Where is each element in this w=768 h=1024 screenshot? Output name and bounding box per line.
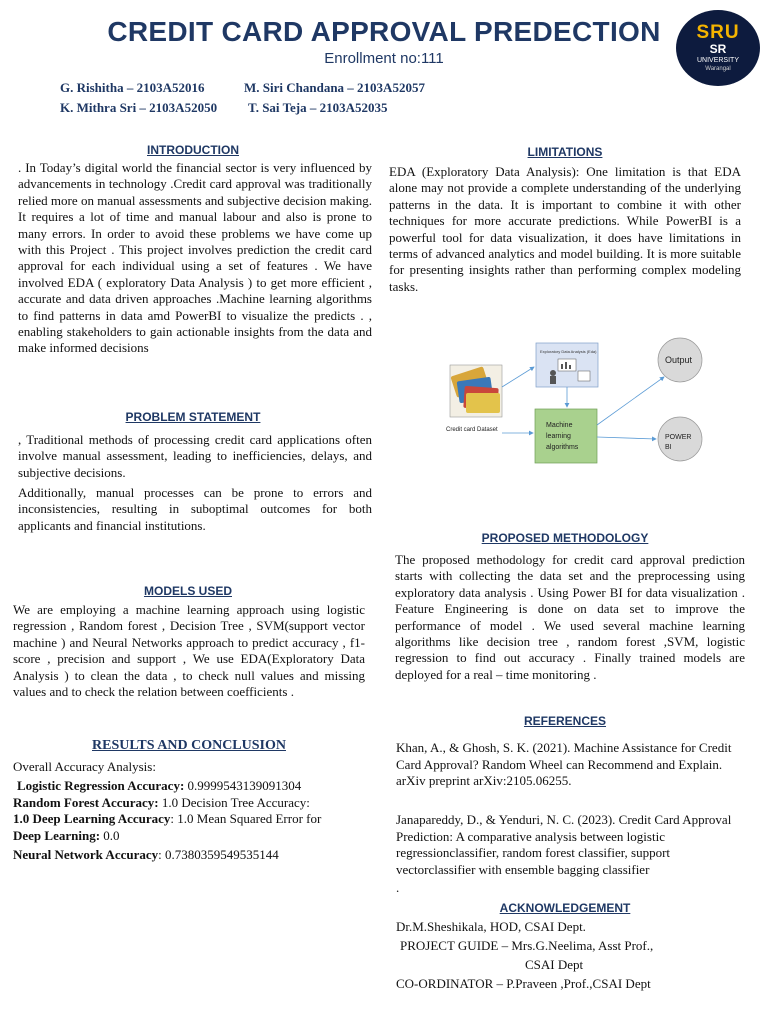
author-2: M. Siri Chandana – 2103A52057 xyxy=(244,80,425,95)
powerbi-label-line-2: BI xyxy=(665,444,672,451)
result-nn-label: Neural Network Accuracy xyxy=(13,847,159,862)
output-label: Output xyxy=(665,355,693,365)
methodology-text: The proposed methodology for credit card approval prediction starts with collecting the data set and the preprocessing using exploratory data analysis . Using Power BI for data visualization . Feature Engineering is done on data set to improve the performance of model . We used several machine learning algorithms like decision tree , random forest ,SVM, logistic regression to find out accuracy . Finally trained models are deployed for a real – time monitoring . xyxy=(395,552,745,682)
methodology-flow-diagram xyxy=(440,335,710,470)
ml-label-line-1: Machine xyxy=(546,422,573,429)
ml-label-line-2: learning xyxy=(546,433,571,440)
problem-statement-heading: PROBLEM STATEMENT xyxy=(125,410,261,424)
author-3: K. Mithra Sri – 2103A52050 xyxy=(60,100,218,115)
results-intro: Overall Accuracy Analysis: xyxy=(13,759,156,774)
limitations-text: EDA (Exploratory Data Analysis): One limitation is that EDA alone may not provide a complete understanding of the underlying patterns in the data. It is important to combine it with other techniques for more accurate predictions. While PowerBI is a powerful tool for data visualization, it does have limitations in terms of advanced analytics and model building. It is more suitable for presenting insights rather than performing complex modeling tasks. xyxy=(389,164,741,294)
logo-mark: SRU xyxy=(696,22,740,43)
result-logistic-regression xyxy=(17,778,301,795)
problem-statement-para-2: Additionally, manual processes can be prone to errors and inconsistencies, resulting in suboptimal outcomes for both applicants and financial institutions. xyxy=(18,485,372,533)
introduction-text: . In Today’s digital world the financial sector is very influenced by advancements in technology .Credit card approval was traditionally relied more on manual assessments and subjective decision making. It requires a lot of time and manual labour and also is prone to many errors. In order to avoid these problems we have come up with this Project . This project involves prediction the credit card approval for each individual using a set of features . We have involved EDA ( exploratory Data Analysis ) to get more efficient , accurate and data driven approaches .Machine learning algorithms to find patterns in data amd PowerBI to visualize the predicts . , enabling stakeholders to gain actionable insights from the data and make informed decisions xyxy=(18,160,372,356)
reference-1: Khan, A., & Ghosh, S. K. (2021). Machine Assistance for Credit Card Approval? Random Wheel can Recommend and Explain. arXiv preprint arXiv:2105.06255. xyxy=(396,740,732,788)
result-lr-label: Logistic Regression Accuracy: xyxy=(17,778,185,793)
enrollment-number: Enrollment no:111 xyxy=(324,50,444,67)
models-used-text: We are employing a machine learning approach using logistic regression , Random forest , Decision Tree , SVM(support vector machine ) and Neural Networks approach to predict accuracy , f1-score , precision and support , We use EDA(Exploratory Data Analysis ) to clean the data , to check null values and missing values and to check the relation between coefficients . xyxy=(13,602,365,700)
university-logo xyxy=(676,10,760,86)
models-used-heading: MODELS USED xyxy=(143,584,232,598)
references-heading: REFERENCES xyxy=(523,714,606,728)
logo-subtitle: UNIVERSITY xyxy=(696,57,739,64)
result-nn-value: : 0.7380359549535144 xyxy=(158,847,279,862)
logo-name: SR xyxy=(709,42,727,56)
result-random-forest xyxy=(13,795,310,812)
result-rf-label: Random Forest Accuracy: xyxy=(13,795,159,810)
reference-2-end: . xyxy=(396,880,400,895)
poster-title: CREDIT CARD APPROVAL PREDECTION xyxy=(107,16,661,47)
result-dl-value: : 1.0 Mean Squared Error for xyxy=(170,811,322,826)
problem-statement-para-1: , Traditional methods of processing credit card applications often involve manual assessment, leading to inefficiencies, delays, and subjective decisions. xyxy=(18,432,372,480)
acknowledgement-heading: ACKNOWLEDGEMENT xyxy=(499,901,631,915)
acknowledgement-guide: PROJECT GUIDE – Mrs.G.Neelima, Asst Prof., xyxy=(400,938,654,953)
acknowledgement-coordinator: CO-ORDINATOR – P.Praveen ,Prof.,CSAI Dept xyxy=(396,976,651,991)
reference-2: Janapareddy, D., & Yenduri, N. C. (2023). Credit Card Approval Prediction: A comparative analysis between logistic regressionclassifier, random forest classifier, support vectorclassifier with ensemble bagging classifier xyxy=(396,812,732,877)
result-rf-value: 1.0 Decision Tree Accuracy: xyxy=(161,795,310,810)
eda-label: Exploratory Data Analysis (Eda) xyxy=(540,349,597,354)
ml-label-line-3: algorithms xyxy=(546,444,579,451)
methodology-heading: PROPOSED METHODOLOGY xyxy=(481,531,649,545)
credit-card-dataset-image xyxy=(450,365,502,417)
result-dl2-value: 0.0 xyxy=(103,828,120,843)
acknowledgement-guide-dept: CSAI Dept xyxy=(525,957,584,972)
arrow-ml-to-powerbi xyxy=(597,437,656,439)
author-4: T. Sai Teja – 2103A52035 xyxy=(248,100,388,115)
introduction-heading: INTRODUCTION xyxy=(147,143,239,157)
arrow-ml-to-output xyxy=(597,377,664,425)
arrow-dataset-to-eda xyxy=(502,367,534,387)
dataset-label: Credit card Dataset xyxy=(446,427,498,433)
result-deep-learning-mse xyxy=(13,828,120,845)
author-1: G. Rishitha – 2103A52016 xyxy=(60,80,205,95)
result-neural-network xyxy=(13,847,279,864)
result-lr-value: 0.9999543139091304 xyxy=(187,778,302,793)
result-dl2-label: Deep Learning: xyxy=(13,828,101,843)
acknowledgement-hod: Dr.M.Sheshikala, HOD, CSAI Dept. xyxy=(396,919,586,934)
powerbi-label-line-1: POWER xyxy=(665,434,692,441)
result-dl-label: 1.0 Deep Learning Accuracy xyxy=(13,811,171,826)
logo-city: Warangal xyxy=(705,66,731,72)
limitations-heading: LIMITATIONS xyxy=(527,145,603,159)
results-heading: RESULTS AND CONCLUSION xyxy=(92,738,286,753)
result-deep-learning xyxy=(13,811,321,828)
